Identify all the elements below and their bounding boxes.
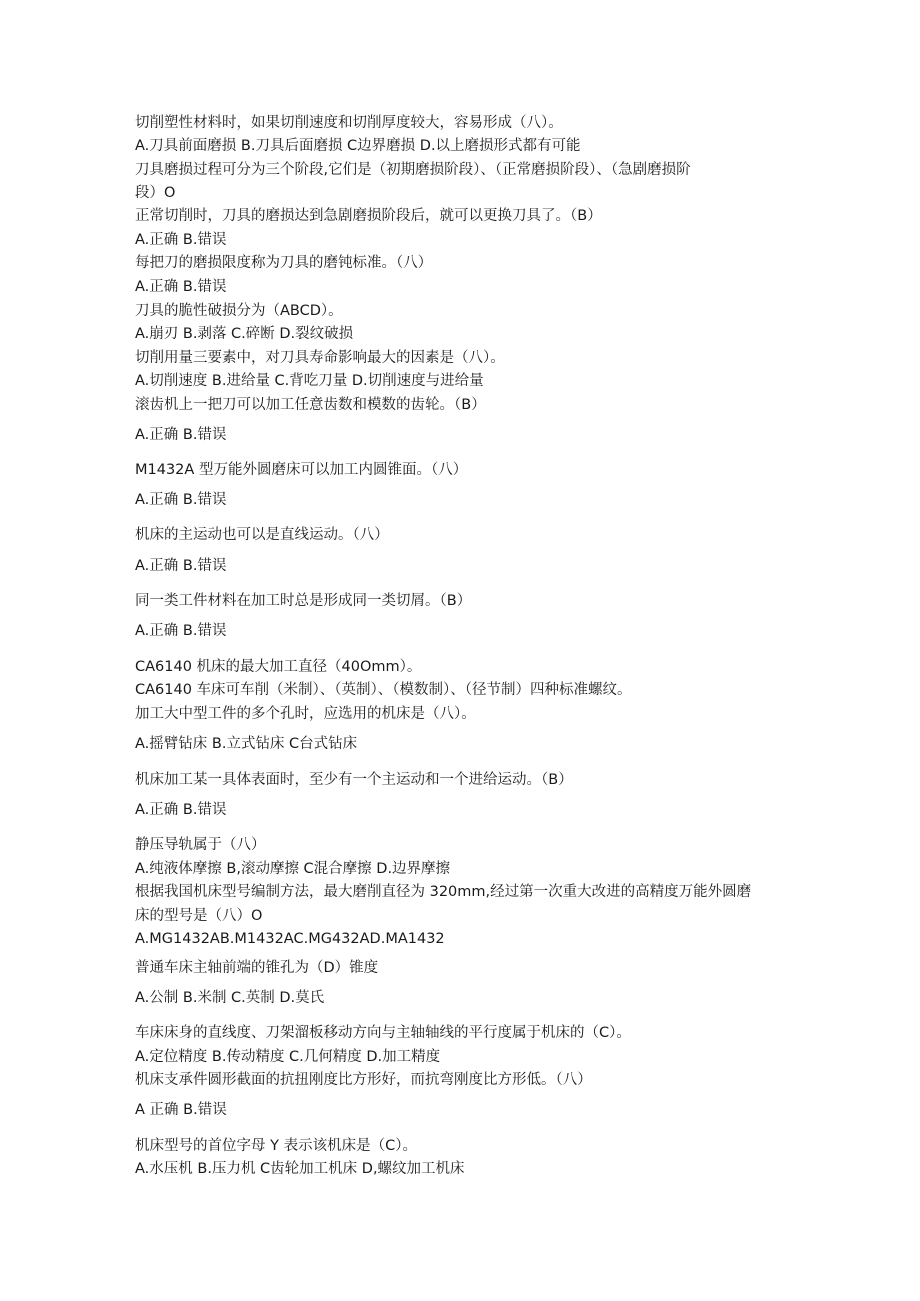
answer-options: A.正确 B.错误 [135, 492, 227, 508]
answer-options: A.正确 B.错误 [135, 558, 227, 574]
answer-options: A.水压机 B.压力机 C齿轮加工机床 D,螺纹加工机床 [135, 1161, 465, 1177]
answer-options: A.定位精度 B.传动精度 C.几何精度 D.加工精度 [135, 1049, 441, 1065]
answer-options: A.公制 B.米制 C.英制 D.莫氏 [135, 990, 325, 1006]
answer-options: A.崩刃 B.剥落 C.碎断 D.裂纹破损 [135, 326, 354, 342]
answer-options: A.摇臂钻床 B.立式钻床 C台式钻床 [135, 736, 358, 752]
question-text: 刀具磨损过程可分为三个阶段,它们是（初期磨损阶段）、（正常磨损阶段）、（急剧磨损阶 [135, 162, 691, 178]
answer-options: A.正确 B.错误 [135, 279, 227, 295]
question-text: M1432A 型万能外圆磨床可以加工内圆锥面。（八） [135, 462, 468, 478]
question-text: 机床的主运动也可以是直线运动。（八） [135, 527, 389, 543]
question-text: 切削塑性材料时，如果切削速度和切削厚度较大，容易形成（八）。 [135, 115, 563, 131]
question-text: 普通车床主轴前端的锥孔为（D）锥度 [135, 960, 379, 976]
question-text: 每把刀的磨损限度称为刀具的磨钝标准。（八） [135, 255, 433, 271]
answer-options: A.正确 B.错误 [135, 232, 227, 248]
answer-options: A.刀具前面磨损 B.刀具后面磨损 C边界磨损 D.以上磨损形式都有可能 [135, 138, 581, 154]
question-text-continued: 床的型号是（八）O [135, 908, 263, 924]
question-text: 滚齿机上一把刀可以加工任意齿数和模数的齿轮。（B） [135, 397, 486, 413]
question-text: 同一类工件材料在加工时总是形成同一类切屑。（B） [135, 593, 472, 609]
question-text: 加工大中型工件的多个孔时，应选用的机床是（八）。 [135, 706, 476, 722]
answer-options: A.正确 B.错误 [135, 802, 227, 818]
question-text: 机床加工某一具体表面时，至少有一个主运动和一个进给运动。（B） [135, 772, 573, 788]
answer-options: A.MG1432AB.M1432AC.MG432AD.MA1432 [135, 931, 445, 947]
question-text: 机床型号的首位字母 Y 表示该机床是（C）。 [135, 1138, 417, 1154]
answer-options: A.切削速度 B.进给量 C.背吃刀量 D.切削速度与进给量 [135, 373, 484, 389]
question-text: 正常切削时，刀具的磨损达到急剧磨损阶段后，就可以更换刀具了。（B） [135, 208, 602, 224]
question-text: CA6140 机床的最大加工直径（40Omm）。 [135, 659, 422, 675]
question-text: 车床床身的直线度、刀架溜板移动方向与主轴轴线的平行度属于机床的（C）。 [135, 1025, 631, 1041]
question-text: CA6140 车床可车削（米制）、（英制）、（模数制）、（径节制）四种标准螺纹。 [135, 682, 632, 698]
answer-options: A.正确 B.错误 [135, 427, 227, 443]
answer-options: A.正确 B.错误 [135, 623, 227, 639]
question-text: 根据我国机床型号编制方法，最大磨削直径为 320mm,经过第一次重大改进的高精度万能外圆磨 [135, 884, 752, 900]
question-text: 切削用量三要素中，对刀具寿命影响最大的因素是（八）。 [135, 350, 505, 366]
question-text-continued: 段）O [135, 185, 176, 201]
question-text: 静压导轨属于（八） [135, 837, 266, 853]
question-text: 刀具的脆性破损分为（ABCD）。 [135, 303, 343, 319]
question-text: 机床支承件圆形截面的抗扭刚度比方形好，而抗弯刚度比方形低。（八） [135, 1072, 592, 1088]
answer-options: A.纯液体摩擦 B,滚动摩擦 C混合摩擦 D.边界摩擦 [135, 861, 451, 877]
answer-options: A 正确 B.错误 [135, 1102, 227, 1118]
